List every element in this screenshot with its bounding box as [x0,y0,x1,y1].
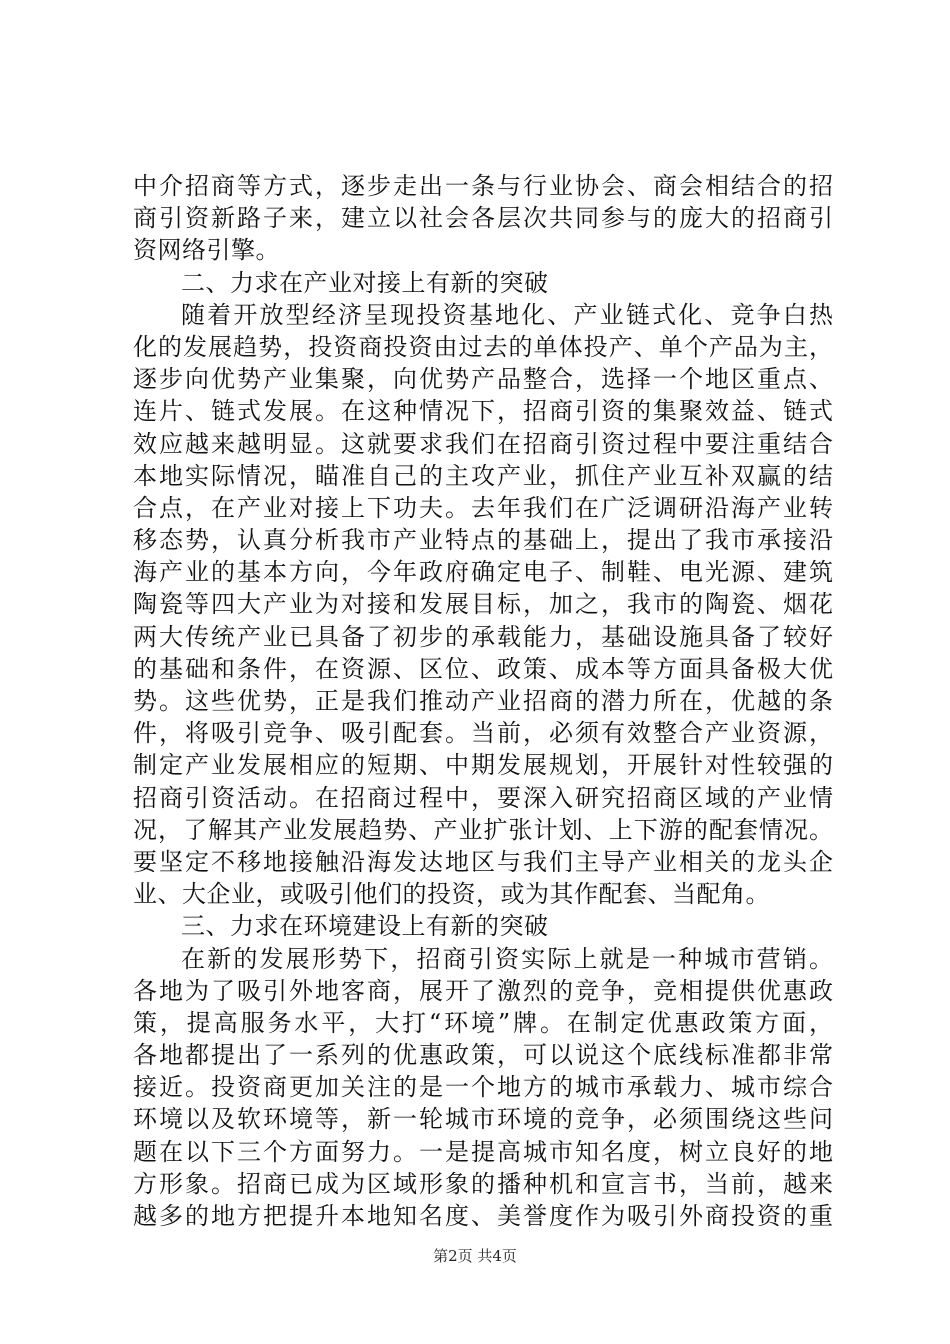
paragraph-line: 业、大企业，或吸引他们的投资，或为其作配套、当配角。 [133,880,770,909]
paragraph-line: 海产业的基本方向，今年政府确定电子、制鞋、电光源、建筑 [133,558,833,587]
paragraph-line: 化的发展趋势，投资商投资由过去的单体投产、单个产品为主， [133,332,833,361]
paragraph-line: 在新的发展形势下，招商引资实际上就是一种城市营销。 [181,944,833,973]
paragraph-line: 环境以及软环境等，新一轮城市环境的竞争，必须围绕这些问 [133,1105,833,1134]
paragraph-line: 方形象。招商已成为区域形象的播种机和宣言书，当前，越来 [133,1169,833,1198]
page-footer: 第2页 共4页 [433,1247,517,1265]
paragraph-line: 各地为了吸引外地客商，展开了激烈的竞争，竞相提供优惠政 [133,976,833,1005]
paragraph-line: 件，将吸引竞争、吸引配套。当前，必须有效整合产业资源， [133,719,833,748]
paragraph-line: 各地都提出了一系列的优惠政策，可以说这个底线标准都非常 [133,1041,833,1070]
document-body [133,170,833,1232]
paragraph-line: 两大传统产业已具备了初步的承载能力，基础设施具备了较好 [133,622,833,651]
paragraph-line: 的基础和条件，在资源、区位、政策、成本等方面具备极大优 [133,654,833,683]
paragraph-line: 势。这些优势，正是我们推动产业招商的潜力所在，优越的条 [133,687,833,715]
paragraph-line: 陶瓷等四大产业为对接和发展目标，加之，我市的陶瓷、烟花 [133,590,833,619]
paragraph-line: 商引资新路子来，建立以社会各层次共同参与的庞大的招商引 [133,204,833,233]
paragraph-line: 随着开放型经济呈现投资基地化、产业链式化、竞争白热 [181,300,833,329]
paragraph-line: 合点，在产业对接上下功夫。去年我们在广泛调研沿海产业转 [133,493,833,522]
paragraph-line: 况，了解其产业发展趋势、产业扩张计划、上下游的配套情况。 [133,815,833,844]
paragraph-line: 接近。投资商更加关注的是一个地方的城市承载力、城市综合 [133,1073,833,1102]
paragraph-line: 越多的地方把提升本地知名度、美誉度作为吸引外商投资的重 [133,1202,833,1230]
paragraph-line: 逐步向优势产业集聚，向优势产品整合，选择一个地区重点、 [133,365,833,394]
section-heading: 三、力求在环境建设上有新的突破 [181,912,549,941]
paragraph-line: 制定产业发展相应的短期、中期发展规划，开展针对性较强的 [133,751,833,780]
paragraph-line: 招商引资活动。在招商过程中，要深入研究招商区域的产业情 [133,783,833,812]
paragraph-line: 策，提高服务水平，大打“环境”牌。在制定优惠政策方面， [133,1008,833,1037]
paragraph-line: 效应越来越明显。这就要求我们在招商引资过程中要注重结合 [133,429,833,458]
paragraph-line: 移态势，认真分析我市产业特点的基础上，提出了我市承接沿 [133,526,833,555]
paragraph-line: 题在以下三个方面努力。一是提高城市知名度，树立良好的地 [133,1137,833,1166]
section-heading: 二、力求在产业对接上有新的突破 [181,268,549,297]
paragraph-line: 连片、链式发展。在这种情况下，招商引资的集聚效益、链式 [133,397,833,426]
paragraph-line: 本地实际情况，瞄准自己的主攻产业，抓住产业互补双赢的结 [133,461,833,490]
paragraph-line: 资网络引擎。 [133,236,280,265]
paragraph-line: 中介招商等方式，逐步走出一条与行业协会、商会相结合的招 [133,172,833,200]
paragraph-line: 要坚定不移地接触沿海发达地区与我们主导产业相关的龙头企 [133,847,833,876]
